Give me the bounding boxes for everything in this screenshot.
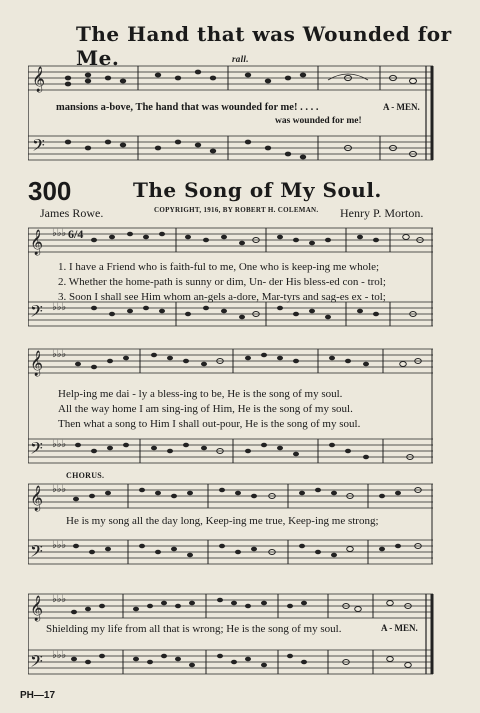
time-signature-top: 6/4	[68, 227, 84, 241]
verse-2-line-1: 2. Whether the home-path is sunny or dim, Un- der His bless-ed con - trol;	[58, 276, 386, 288]
svg-text:♭♭♭: ♭♭♭	[52, 302, 67, 313]
svg-text:𝄞: 𝄞	[30, 230, 44, 255]
chorus-line-2: Shielding my life from all that is wrong; He is the song of my soul.	[46, 623, 342, 635]
svg-text:𝄞: 𝄞	[32, 67, 46, 92]
svg-text:♭♭♭: ♭♭♭	[52, 349, 67, 360]
system-4-music	[28, 588, 438, 688]
previous-hymn-lyric: mansions a-bove, The hand that was wounded for me! . . . .	[56, 102, 319, 113]
chorus-label: CHORUS.	[66, 471, 105, 480]
lyricist: James Rowe.	[40, 206, 104, 220]
svg-text:♭♭♭: ♭♭♭	[52, 439, 67, 450]
previous-hymn-music	[28, 60, 438, 170]
verse-3-line-1: 3. Soon I shall see Him whom an-gels a-dore, Mar-tyrs and sag-es ex - tol;	[58, 291, 386, 303]
svg-text:𝄞: 𝄞	[30, 596, 44, 621]
svg-text:𝄢: 𝄢	[30, 651, 43, 675]
svg-text:𝄞: 𝄞	[30, 486, 44, 511]
previous-hymn-amen: A - MEN.	[383, 102, 420, 112]
svg-text:𝄢: 𝄢	[30, 438, 43, 462]
svg-text:♭♭♭: ♭♭♭	[52, 540, 67, 551]
chorus-amen: A - MEN.	[381, 623, 418, 633]
hymn-title: The Song of My Soul.	[133, 178, 382, 202]
hymn-number: 300	[28, 176, 72, 206]
system-3-music	[28, 478, 438, 578]
chorus-line-1: He is my song all the day long, Keep-ing me true, Keep-ing me strong;	[66, 515, 379, 527]
svg-text:𝄞: 𝄞	[30, 351, 44, 376]
svg-text:♭♭♭: ♭♭♭	[52, 228, 67, 239]
composer: Henry P. Morton.	[340, 206, 424, 220]
page-code: PH—17	[20, 690, 56, 701]
rall-marking: rall.	[232, 54, 249, 64]
svg-text:𝄢: 𝄢	[30, 541, 43, 565]
copyright-notice: COPYRIGHT, 1916, BY ROBERT H. COLEMAN.	[154, 206, 319, 214]
svg-text:♭♭♭: ♭♭♭	[52, 594, 67, 605]
svg-text:𝄢: 𝄢	[30, 301, 43, 325]
previous-hymn-title: The Hand that was Wounded for Me.	[76, 22, 452, 70]
verse-2-line-2: All the way home I am sing-ing of Him, He is the song of my soul.	[58, 403, 353, 415]
svg-text:♭♭♭: ♭♭♭	[52, 484, 67, 495]
verse-1-line-1: 1. I have a Friend who is faith-ful to me, One who is keep-ing me whole;	[58, 261, 380, 273]
verse-1-line-2: Help-ing me dai - ly a bless-ing to be, He is the song of my soul.	[58, 388, 343, 400]
svg-text:𝄢: 𝄢	[32, 135, 45, 159]
previous-hymn-echo-lyric: was wounded for me!	[275, 116, 362, 126]
verse-3-line-2: Then what a song to Him I shall out-pour, He is the song of my soul.	[58, 418, 361, 430]
svg-text:♭♭♭: ♭♭♭	[52, 650, 67, 661]
